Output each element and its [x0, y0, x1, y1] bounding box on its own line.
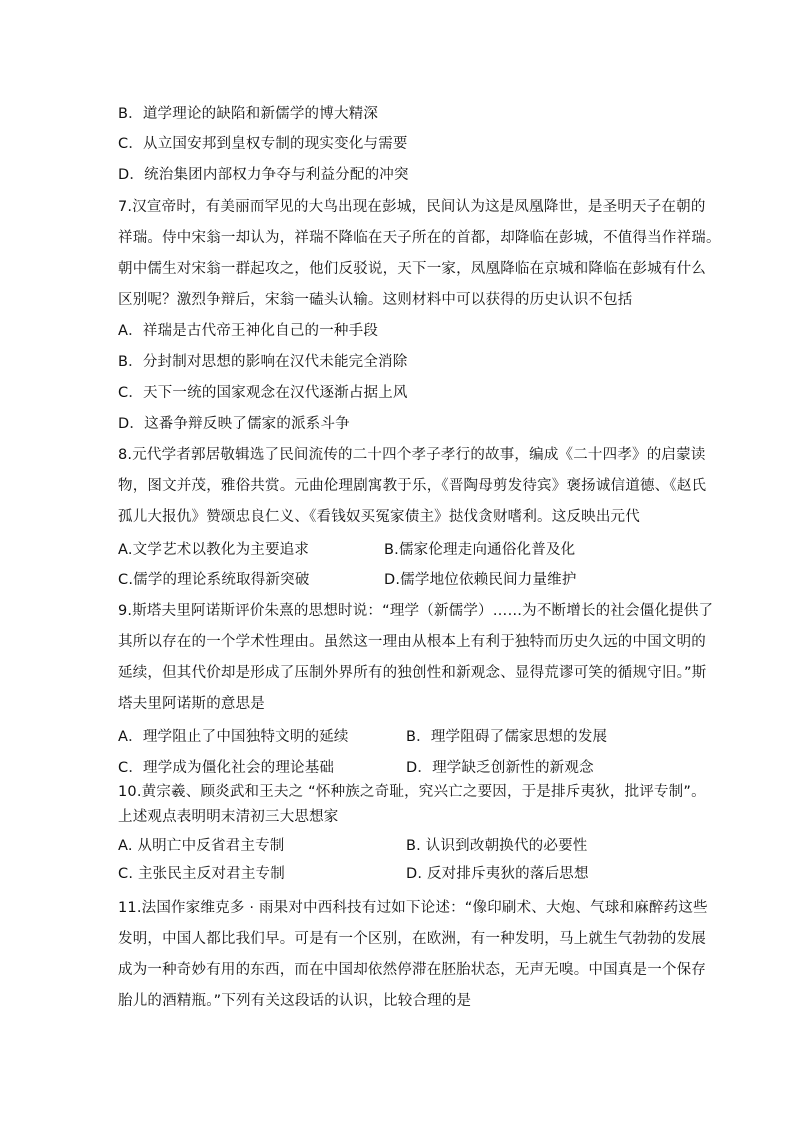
q10-option-a: A. 从明亡中反省君主专制: [118, 838, 285, 854]
q9-stem-line-3: 延续，但其代价却是形成了压制外界所有的独创性和新观念、显得荒谬可笑的循规守旧。”斯: [118, 665, 707, 681]
q9-option-c: C．理学成为僵化社会的理论基础: [118, 760, 335, 776]
q9-option-d: D．理学缺乏创新性的新观念: [406, 760, 594, 776]
q8-stem-line-2: 物，图文并茂，雅俗共赏。元曲伦理剧寓教于乐，《晋陶母剪发待宾》褒扬诚信道德、《赵氏: [118, 478, 707, 494]
q9-option-b: B．理学阻碍了儒家思想的发展: [406, 729, 608, 745]
q8-option-a: A.文学艺术以教化为主要追求: [118, 542, 310, 558]
q10-option-d: D. 反对排斥夷狄的落后思想: [406, 866, 589, 882]
q7-option-c: C．天下一统的国家观念在汉代逐渐占据上风: [118, 385, 408, 401]
q10-stem-line-2: 上述观点表明明末清初三大思想家: [118, 809, 339, 825]
q7-stem-line-2: 祥瑞。侍中宋翁一却认为，祥瑞不降临在天子所在的首都，却降临在彭城，不值得当作祥瑞。: [118, 230, 721, 246]
q11-stem-line-1: 11.法国作家维克多 · 雨果对中西科技有过如下论述：“像印刷术、大炮、气球和麻醉药这些: [118, 900, 708, 916]
q9-stem-line-1: 9.斯塔夫里阿诺斯评价朱熹的思想时说：“理学（新儒学）……为不断增长的社会僵化提供了: [118, 603, 714, 619]
q7-stem-line-3: 朝中儒生对宋翁一群起攻之，他们反驳说，天下一家，凤凰降临在京城和降临在彭城有什么: [118, 261, 706, 277]
q10-option-b: B. 认识到改朝换代的必要性: [406, 838, 588, 854]
q11-stem-line-4: 胎儿的酒精瓶。”下列有关这段话的认识，比较合理的是: [118, 993, 472, 1009]
q11-stem-line-3: 成为一种奇妙有用的东西，而在中国却依然停滞在胚胎状态，无声无嗅。中国真是一个保存: [118, 962, 706, 978]
q7-option-d: D．这番争辩反映了儒家的派系斗争: [118, 416, 350, 432]
q10-stem-line-1: 10.黄宗羲、顾炎武和王夫之 “怀种族之奇耻，究兴亡之要因，于是排斥夷狄，批评专制”。: [118, 784, 706, 800]
q11-stem-line-2: 发明，中国人都比我们早。可是有一个区别，在欧洲，有一种发明，马上就生气勃勃的发展: [118, 931, 706, 947]
q8-stem-line-1: 8.元代学者郭居敬辑选了民间流传的二十四个孝子孝行的故事，编成《二十四孝》的启蒙读: [118, 447, 706, 463]
q9-option-a: A．理学阻止了中国独特文明的延续: [118, 729, 349, 745]
q8-option-c: C.儒学的理论系统取得新突破: [118, 572, 310, 588]
q6-option-b: B．道学理论的缺陷和新儒学的博大精深: [118, 106, 379, 122]
q9-stem-line-4: 塔夫里阿诺斯的意思是: [118, 696, 265, 712]
q8-option-b: B.儒家伦理走向通俗化普及化: [384, 542, 576, 558]
q7-stem-line-4: 区别呢？激烈争辩后，宋翁一磕头认输。这则材料中可以获得的历史认识不包括: [118, 292, 633, 308]
q8-stem-line-3: 孤儿大报仇》赞颂忠良仁义、《看钱奴买冤家债主》挞伐贪财嗜利。这反映出元代: [118, 509, 640, 525]
q7-stem-line-1: 7.汉宣帝时，有美丽而罕见的大鸟出现在彭城，民间认为这是凤凰降世，是圣明天子在朝的: [118, 199, 706, 215]
q6-option-c: C．从立国安邦到皇权专制的现实变化与需要: [118, 136, 408, 152]
q9-stem-line-2: 其所以存在的一个学术性理由。虽然这一理由从根本上有利于独特而历史久远的中国文明的: [118, 634, 706, 650]
q8-option-d: D.儒学地位依赖民间力量维护: [384, 572, 577, 588]
q10-option-c: C. 主张民主反对君主专制: [118, 866, 285, 882]
q6-option-d: D．统治集团内部权力争夺与利益分配的冲突: [118, 167, 409, 183]
q7-option-a: A．祥瑞是古代帝王神化自己的一种手段: [118, 323, 379, 339]
q7-option-b: B．分封制对思想的影响在汉代未能完全消除: [118, 354, 408, 370]
